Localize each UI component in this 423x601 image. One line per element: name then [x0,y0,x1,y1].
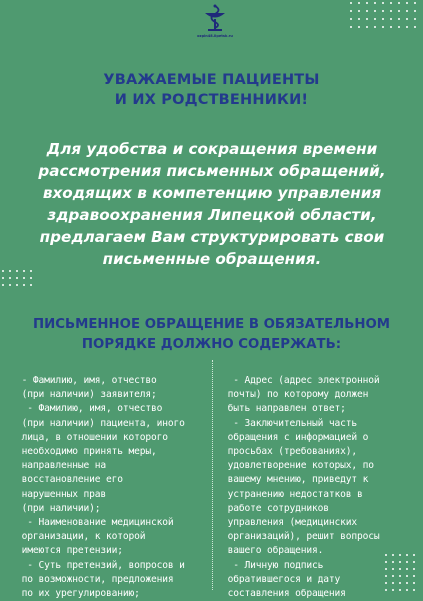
decorative-dot [358,18,360,20]
intro-line: здравоохранения Липецкой области, [47,206,377,224]
decorative-dot [23,284,25,286]
decorative-dot [398,2,400,4]
requirement-line: необходимо принять меры, [16,446,157,458]
decorative-dot [358,2,360,4]
decorative-dot [23,277,25,279]
decorative-dot [413,561,415,563]
decorative-dot [374,2,376,4]
decorative-dot [392,568,394,570]
greeting-line-1: УВАЖАЕМЫЕ ПАЦИЕНТЫ [103,72,320,88]
requirement-line: - Адрес (адрес электронной [222,375,380,386]
decorative-dot [414,18,416,20]
requirement-line: - Фамилию, имя, отчество [16,403,163,415]
decorative-dot [399,575,401,577]
intro-paragraph [22,138,402,270]
decorative-dot [392,561,394,563]
decorative-dot [16,270,18,272]
decorative-dot [398,10,400,12]
greeting-heading [40,70,383,110]
requirement-line: восстановление его [16,474,123,486]
decorative-dot [406,561,408,563]
requirement-line: составления обращения [222,588,346,600]
requirement-line: имеются претензии; [16,545,123,557]
requirements-left-column [16,374,211,601]
decorative-dot [413,575,415,577]
decorative-dot [406,18,408,20]
requirement-line: лица, в отношении которого [16,431,168,443]
section-line-2: ПОРЯДКЕ ДОЛЖНО СОДЕРЖАТЬ: [81,337,342,352]
decorative-dot [2,277,4,279]
decorative-dot [406,568,408,570]
requirement-line: устранению недостатков в [222,488,363,500]
decorative-dot [392,582,394,584]
decorative-dot [406,10,408,12]
requirement-line: быть направлен ответ; [222,403,346,415]
intro-line: предлагаем Вам структурировать свои [39,228,385,246]
requirement-line: - Заключительный часть [222,417,358,429]
decorative-dot [16,284,18,286]
requirement-line: организаций), решит вопросы [222,531,380,543]
decorative-dot [385,589,387,591]
decorative-dot [350,18,352,20]
decorative-dot [413,568,415,570]
decorative-dot [382,26,384,28]
decorative-dot [392,575,394,577]
decorative-dot [414,2,416,4]
decorative-dot [390,26,392,28]
decorative-dot [399,582,401,584]
decorative-dot [399,589,401,591]
decorative-dot [414,10,416,12]
decorative-dot [366,10,368,12]
decorative-dot [398,18,400,20]
decorative-dot [406,2,408,4]
decorative-dot [9,277,11,279]
decorative-dot [9,284,11,286]
decorative-dot [385,582,387,584]
decorative-dot [30,284,32,286]
decorative-dot [390,2,392,4]
decorative-dot [413,589,415,591]
decorative-dot [16,277,18,279]
requirement-line: по их урегулированию; [16,588,140,600]
decorative-dot [406,554,408,556]
decorative-dot [366,26,368,28]
requirement-line: почты) по которому должен [222,389,369,401]
decorative-dot [350,26,352,28]
decorative-dot [392,589,394,591]
decorative-dot [30,270,32,272]
requirement-line: работе сотрудников [222,502,329,514]
decorative-dot [385,561,387,563]
decorative-dot [30,277,32,279]
logo-site-url: ozpln48.lipetsk.ru [197,34,233,38]
decorative-dot [350,10,352,12]
decorative-dot [9,270,11,272]
requirement-line: обращения с информацией о [222,431,369,443]
decorative-dot [366,18,368,20]
decorative-dot [390,10,392,12]
decorative-dot [406,575,408,577]
decorative-dot [399,554,401,556]
intro-line: письменные обращения. [102,250,322,268]
decorative-dot [382,10,384,12]
requirement-line: - Наименование медицинской [16,517,174,529]
decorative-dot [414,26,416,28]
decorative-dot [2,270,4,272]
decorative-dot [358,26,360,28]
decorative-dot [413,554,415,556]
greeting-line-2: И ИХ РОДСТВЕННИКИ! [114,92,309,108]
requirement-line: вашего обращения. [222,545,324,557]
requirement-line: (при наличии) заявителя; [16,389,157,401]
decorative-dot [399,568,401,570]
intro-line: рассмотрения письменных обращений, [38,162,386,180]
requirement-line: организации, к которой [16,531,146,543]
requirement-line: вашему мнению, приведут к [222,474,369,486]
decorative-dot [406,589,408,591]
bowl-of-hygieia-icon [196,4,234,34]
decorative-dot [366,2,368,4]
requirement-line: направленные на [16,460,107,472]
requirement-line: - Суть претензий, вопросов и [16,559,185,571]
dot-pattern-top-right [348,0,423,40]
intro-line: Для удобства и сокращения времени [46,140,378,158]
decorative-dot [399,561,401,563]
requirement-line: нарушенных прав [16,488,107,500]
decorative-dot [413,582,415,584]
column-divider [212,360,214,590]
requirement-line: - Личную подпись [222,559,324,571]
decorative-dot [385,575,387,577]
decorative-dot [382,18,384,20]
requirement-line: по возможности, предложения [16,573,174,585]
decorative-dot [385,554,387,556]
dot-pattern-bottom-right [383,552,423,600]
dot-pattern-left [0,268,40,292]
decorative-dot [350,2,352,4]
requirement-line: управления (медицинских [222,517,358,529]
decorative-dot [406,582,408,584]
section-heading [16,315,407,355]
decorative-dot [374,10,376,12]
requirement-line: просьбах (требованиях), [222,446,358,458]
decorative-dot [398,26,400,28]
decorative-dot [406,26,408,28]
requirement-line: удовлетворение которых, по [222,460,374,472]
requirement-line: (при наличии) пациента, иного [16,417,185,429]
requirement-line: (при наличии); [16,502,101,514]
decorative-dot [23,270,25,272]
section-line-1: ПИСЬМЕННОЕ ОБРАЩЕНИЕ В ОБЯЗАТЕЛЬНОМ [32,317,391,332]
decorative-dot [374,18,376,20]
requirement-line: - Фамилию, имя, отчество [16,375,157,386]
decorative-dot [374,26,376,28]
decorative-dot [358,10,360,12]
decorative-dot [382,2,384,4]
decorative-dot [390,18,392,20]
decorative-dot [385,568,387,570]
decorative-dot [2,284,4,286]
requirement-line: обратившегося и дату [222,573,341,585]
intro-line: входящих в компетенцию управления [42,184,382,202]
decorative-dot [392,554,394,556]
